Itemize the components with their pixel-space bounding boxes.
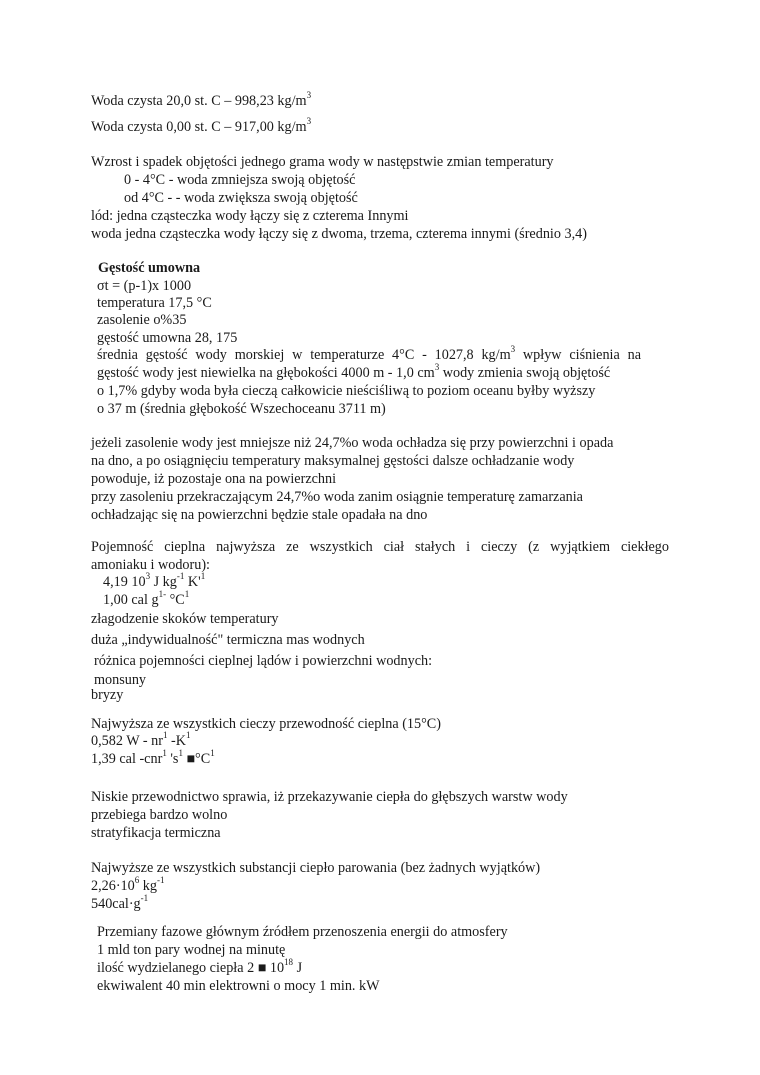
volume-decrease-line: 0 - 4°C - woda zmniejsza swoją objętość <box>124 172 356 188</box>
released-heat-line: ilość wydzielanego ciepła 2 ■ $10^{18}$ J <box>97 957 303 976</box>
conductivity-si-value: 0,582 W - $nr^1$ $-K^1$ <box>91 730 191 749</box>
mean-density-paragraph-line: średnia gęstość wody morskiej w temperaturze 4°C - 1027,8 $kg/m^3$ wpływ ciśnienia na <box>97 344 641 363</box>
density-pure-water-0: Woda czysta 0,00 st. C – 917,00 $kg/m^3$ <box>91 116 312 135</box>
mean-density-paragraph-line: o 37 m (średnia głębokość Wszechoceanu 3711 m) <box>97 401 386 417</box>
conventional-density-value: gęstość umowna 28, 175 <box>97 330 238 346</box>
vaporization-heat-heading: Najwyższe ze wszystkich substancji ciepło parowania (bez żadnych wyjątków) <box>91 860 541 876</box>
heat-capacity-paragraph-line: Pojemność cieplna najwyższa ze wszystkich ciał stałych i cieczy (z wyjątkiem ciekłego <box>91 539 669 555</box>
volume-change-heading: Wzrost i spadek objętości jednego grama wody w następstwie zmian temperatury <box>91 154 554 170</box>
low-conductivity-line: przebiega bardzo wolno <box>91 807 228 823</box>
water-bonding-line: woda jedna cząsteczka wody łączy się z dwoma, trzema, czterema innymi (średnio 3,4) <box>91 226 587 242</box>
monsoons-line: monsuny <box>94 672 147 688</box>
land-water-difference-line: różnica pojemności cieplnej lądów i powierzchni wodnych: <box>94 653 433 669</box>
thermal-stratification-line: stratyfikacja termiczna <box>91 825 221 841</box>
vaporization-heat-cal-value: $540cal\cdot g^{-1}$ <box>91 893 149 912</box>
conventional-density-heading: Gęstość umowna <box>98 260 201 276</box>
conductivity-heading: Najwyższa ze wszystkich cieczy przewodność cieplna (15°C) <box>91 716 441 732</box>
ice-bonding-line: lód: jedna cząsteczka wody łączy się z czterema Innymi <box>91 208 409 224</box>
conductivity-cal-value: 1,39 cal -cnr$^1$ '$s^1$ $■^\circ C^1$ <box>91 748 215 767</box>
sigma-t-formula: σt = (p-1)x 1000 <box>97 278 192 294</box>
density-pure-water-20: Woda czysta 20,0 st. C – 998,23 $kg/m^3$ <box>91 90 312 109</box>
heat-capacity-si-value: 4,19 $10^3$ J $kg^{-1}$ $K'^1$ <box>103 571 206 590</box>
volume-increase-line: od 4°C - - woda zwiększa swoją objętość <box>124 190 358 206</box>
salinity-paragraph-line: powoduje, iż pozostaje ona na powierzchni <box>91 471 337 487</box>
low-conductivity-line: Niskie przewodnictwo sprawia, iż przekazywanie ciepła do głębszych warstw wody <box>91 789 568 805</box>
power-equivalent-line: ekwiwalent 40 min elektrowni o mocy 1 min. kW <box>97 978 380 994</box>
phase-change-heading: Przemiany fazowe głównym źródłem przenoszenia energii do atmosfery <box>97 924 508 940</box>
temperature-line: temperatura 17,5 °C <box>97 295 212 311</box>
salinity-paragraph-line: jeżeli zasolenie wody jest mniejsze niż 24,7%o woda ochładza się przy powierzchni i opada <box>91 435 614 451</box>
salinity-paragraph-line: przy zasoleniu przekraczającym 24,7%o woda zanim osiągnie temperaturę zamarzania <box>91 489 583 505</box>
salinity-paragraph-line: na dno, a po osiągnięciu temperatury maksymalnej gęstości dalsze ochładzanie wody <box>91 453 575 469</box>
breezes-line: bryzy <box>91 687 124 703</box>
heat-capacity-paragraph-line: amoniaku i wodoru): <box>91 557 210 573</box>
vapor-per-minute-line: 1 mld ton pary wodnej na minutę <box>97 942 286 958</box>
salinity-paragraph-line: ochładzając się na powierzchni będzie stale opadała na dno <box>91 507 428 523</box>
temperature-smoothing-line: złagodzenie skoków temperatury <box>91 611 279 627</box>
salinity-line: zasolenie o%35 <box>97 312 187 328</box>
vaporization-heat-si-value: $2,26\cdot 10^6$ $kg^{-1}$ <box>91 875 165 894</box>
heat-capacity-cal-value: 1,00 cal $g^{1-}$ $^\circ C^1$ <box>103 589 190 608</box>
thermal-individuality-line: duża „indywidualność" termiczna mas wodnych <box>91 632 365 648</box>
mean-density-paragraph-line: gęstość wody jest niewielka na głębokości 4000 m - 1,0 $cm^3$ wody zmienia swoją objętość <box>97 362 611 381</box>
mean-density-paragraph-line: o 1,7% gdyby woda była cieczą całkowicie nieściśliwą to poziom oceanu byłby wyższy <box>97 383 596 399</box>
